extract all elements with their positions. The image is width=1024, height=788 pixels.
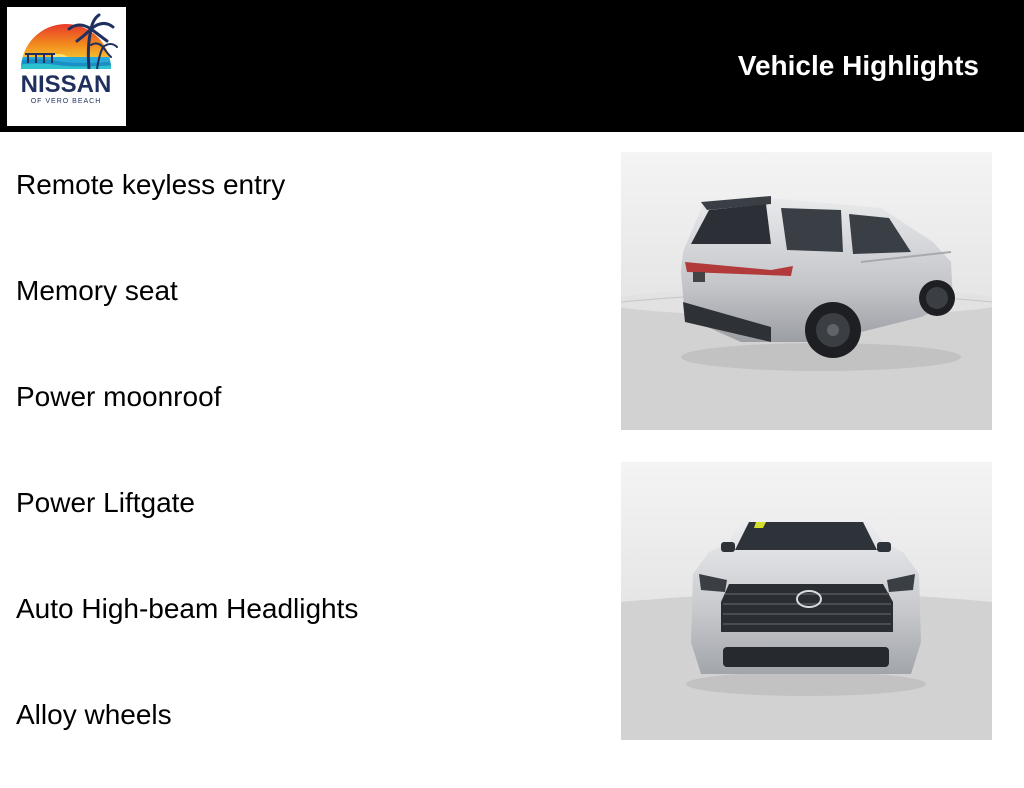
highlight-item: Auto High-beam Headlights [16, 593, 359, 624]
suv-rear-photo [621, 152, 992, 430]
dealer-logo[interactable] [7, 7, 126, 126]
sunset-palm-logo-icon [7, 7, 126, 126]
highlight-item: Power moonroof [16, 381, 222, 412]
highlights-list [16, 152, 596, 788]
highlight-item: Memory seat [16, 275, 178, 306]
logo-tagline-text: OF VERO BEACH [30, 98, 102, 105]
highlight-item: Remote keyless entry [16, 169, 286, 200]
highlight-item: Power Liftgate [16, 487, 195, 518]
page-title: Vehicle Highlights [737, 50, 979, 81]
vehicle-photo-front[interactable] [621, 462, 992, 740]
logo-brand-text: NISSAN [20, 71, 112, 98]
header-bar [0, 0, 1024, 132]
vehicle-photo-rear[interactable] [621, 152, 992, 430]
highlight-item: Alloy wheels [16, 699, 172, 730]
suv-front-photo [621, 462, 992, 740]
